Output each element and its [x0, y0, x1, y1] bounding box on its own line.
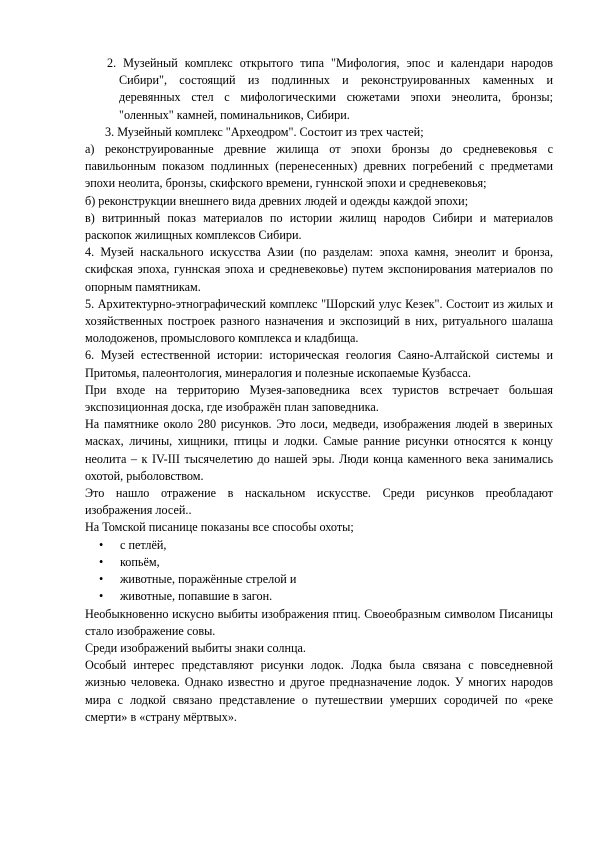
bullet-icon: • — [99, 572, 104, 587]
list-item: • животные, поражённые стрелой и — [85, 571, 553, 588]
list-item: • с петлёй, — [85, 537, 553, 554]
paragraph-museum-mythology: 2. Музейный комплекс открытого типа "Мифология, эпос и календари народов Сибири", состоящий из подлинных и реконструированных каменных и деревянных стел с мифологическими сюжетами эпохи энеолита, бронзы; "оленных" камней, поминальников, Сибири. — [107, 56, 553, 122]
bullet-icon: • — [99, 554, 104, 569]
paragraph-boats: Особый интерес представляют рисунки лодок. Лодка была связана с повседневной жизнью человека. Однако известно и другое предназначение лодок. У многих народов мира с лодкой связано представление о путешествии умерших сородичей по «реке смерти» в «страну мёртвых». — [85, 658, 553, 724]
paragraph-birds: Необыкновенно искусно выбиты изображения птиц. Своеобразным символом Писаницы стало изображение совы. — [85, 606, 553, 638]
paragraph-museum-rock-art: 4. Музей наскального искусства Азии (по разделам: эпоха камня, энеолит и бронза, скифская эпоха, гуннская эпоха и средневековье) путем экспонирования материалов по опорным памятникам. — [85, 245, 553, 294]
paragraph-sun-signs: Среди изображений выбиты знаки солнца. — [85, 640, 306, 655]
paragraph-reflection: Это нашло отражение в наскальном искусстве. Среди рисунков преобладают изображения лосей.. — [85, 486, 553, 518]
bullet-icon: • — [99, 589, 104, 604]
paragraph-part-a: а) реконструированные древние жилища от эпохи бронзы до средневековья с павильонным показом подлинных (перенесенных) древних погребений с предметами эпохи неолита, бронзы, скифского времени, гуннской эпохи и средневековья; — [85, 142, 553, 191]
paragraph-ethnographic-complex: 5. Архитектурно-этнографический комплекс "Шорский улус Кезек". Состоит из жилых и хозяйственных построек разного назначения и экспозиций в них, ритуального шалаша молодоженов, промыслового комплекса и кладбища. — [85, 296, 553, 346]
paragraph-entrance: При входе на территорию Музея-заповедника всех туристов встречает большая экспозиционная доска, где изображён план заповедника. — [85, 382, 553, 415]
paragraph-museum-archeodrome: 3. Музейный комплекс "Археодром". Состоит из трех частей; — [105, 124, 424, 139]
paragraph-hunting-methods: На Томской писанице показаны все способы охоты; — [85, 520, 354, 535]
bullet-icon: • — [99, 537, 104, 552]
list-item: • копьём, — [85, 554, 553, 571]
paragraph-part-c: в) витринный показ материалов по истории жилищ народов Сибири и материалов раскопок жилищных комплексов Сибири. — [85, 210, 553, 243]
paragraph-drawings: На памятнике около 280 рисунков. Это лоси, медведи, изображения людей в звериных масках, личины, хищники, птицы и лодки. Самые ранние рисунки относятся к концу неолита – к IV-III тысячелетию до нашей эры. Люди конца каменного века занимались охотой, рыболовством. — [85, 417, 553, 483]
hunting-methods-list — [85, 537, 553, 606]
paragraph-natural-history: 6. Музей естественной истории: историческая геология Саяно-Алтайской системы и Притомья, палеонтология, минералогия и полезные ископаемые Кузбасса. — [85, 348, 553, 380]
list-item: • животные, попавшие в загон. — [85, 588, 553, 605]
document-page — [85, 55, 553, 726]
paragraph-part-b: б) реконструкции внешнего вида древних людей и одежды каждой эпохи; — [85, 193, 469, 208]
